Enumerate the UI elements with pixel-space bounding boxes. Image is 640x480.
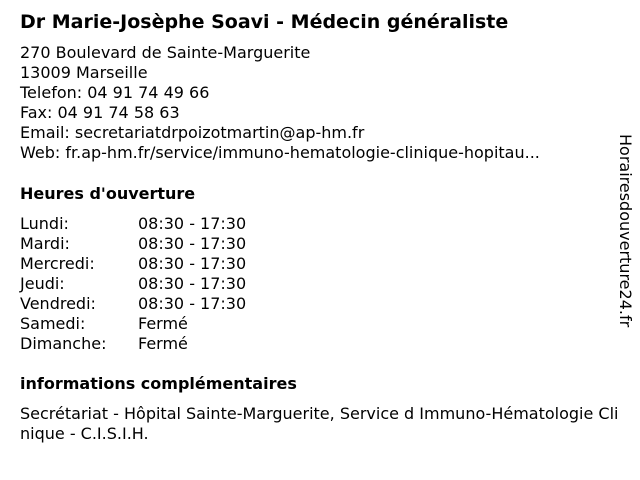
day-hours: Fermé (138, 314, 188, 333)
day-label: Vendredi: (20, 294, 96, 313)
fax-line: Fax: 04 91 74 58 63 (20, 103, 180, 122)
info-heading: informations complémentaires (20, 374, 297, 393)
web-line: Web: fr.ap-hm.fr/service/immuno-hematologie-clinique-hopitau... (20, 143, 540, 162)
info-text: Secrétariat - Hôpital Sainte-Marguerite, Service d Immuno-Hématologie Clinique - C.I.S.I.H. (20, 404, 619, 443)
day-label: Dimanche: (20, 334, 107, 353)
day-label: Mardi: (20, 234, 70, 253)
day-hours: 08:30 - 17:30 (138, 214, 247, 233)
day-label: Lundi: (20, 214, 69, 233)
day-hours: 08:30 - 17:30 (138, 274, 247, 293)
email-line: Email: secretariatdrpoizotmartin@ap-hm.fr (20, 123, 365, 142)
address-street: 270 Boulevard de Sainte-Marguerite (20, 43, 311, 62)
page-title: Dr Marie-Josèphe Soavi - Médecin généraliste (20, 11, 509, 33)
day-label: Samedi: (20, 314, 86, 333)
contact-block (20, 43, 540, 163)
hours-heading: Heures d'ouverture (20, 184, 196, 203)
day-hours: 08:30 - 17:30 (138, 234, 247, 253)
day-hours: 08:30 - 17:30 (138, 294, 247, 313)
day-label: Jeudi: (20, 274, 65, 293)
day-label: Mercredi: (20, 254, 95, 273)
phone-line: Telefon: 04 91 74 49 66 (20, 83, 210, 102)
day-hours: Fermé (138, 334, 188, 353)
site-watermark: Horairesdouverture24.fr (616, 134, 635, 328)
day-hours: 08:30 - 17:30 (138, 254, 247, 273)
address-city: 13009 Marseille (20, 63, 148, 82)
